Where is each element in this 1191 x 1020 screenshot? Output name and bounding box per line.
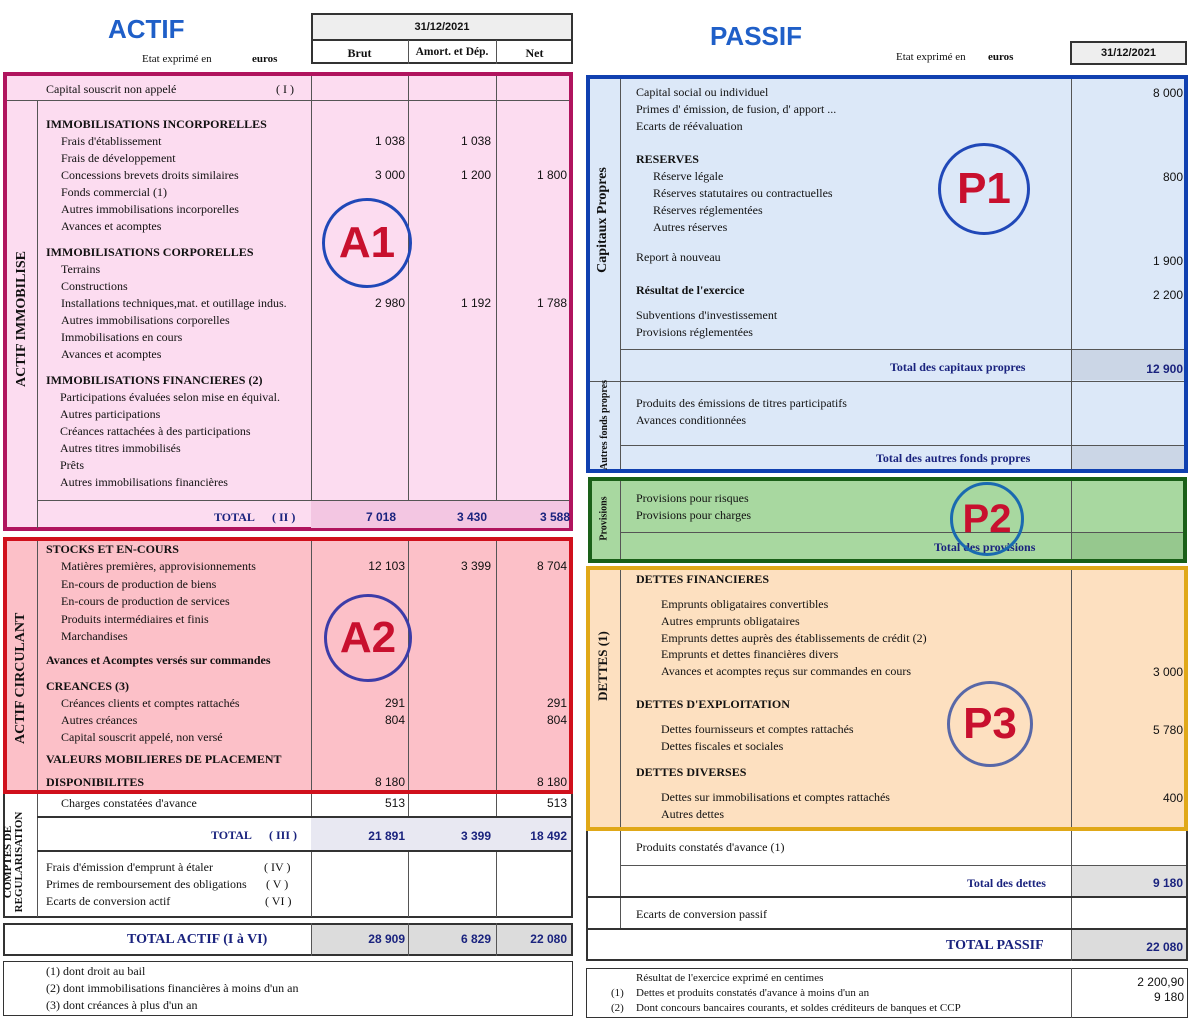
row-label: Fonds commercial (1): [61, 185, 167, 199]
section-actif-immobilise: ACTIF IMMOBILISE: [14, 250, 29, 387]
row-label: Capital social ou individuel: [636, 85, 769, 99]
total-actif-brut: 28 909: [368, 932, 405, 946]
row-amort: 1 200: [460, 168, 491, 182]
total-ii-amort: 3 430: [456, 510, 487, 524]
charges-avance-brut: 513: [384, 796, 405, 810]
row-net: 804: [546, 713, 567, 727]
total-passif-val: 22 080: [1146, 940, 1183, 954]
row-label: Capital souscrit appelé, non versé: [61, 730, 223, 744]
report-label: Report à nouveau: [636, 250, 721, 264]
capital-souscrit-label: Capital souscrit non appelé: [46, 82, 177, 96]
section-capitaux-propres: Capitaux Propres: [595, 167, 610, 273]
section-autres-fonds-propres: Autres fonds propres: [599, 379, 610, 470]
row-label: Constructions: [61, 279, 128, 293]
footnote-1: (1) dont droit au bail: [46, 964, 146, 978]
row-label: Avances et acomptes reçus sur commandes en cours: [661, 664, 912, 679]
annotation-p3: P3: [947, 681, 1033, 767]
section-actif-circulant: ACTIF CIRCULANT: [13, 612, 28, 744]
annotation-a1: A1: [322, 198, 412, 288]
total-dettes-label: Total des dettes: [967, 876, 1046, 890]
dettes-expl-title: DETTES D'EXPLOITATION: [636, 697, 790, 711]
row-label: Autres titres immobilisés: [60, 441, 181, 455]
total-iii-net: 18 492: [530, 829, 567, 843]
passif-unit: euros: [988, 51, 1014, 63]
col-net: Net: [525, 46, 544, 60]
prov-line-2: Provisions pour charges: [636, 508, 752, 522]
afp-line-1: Produits des émissions de titres participatifs: [636, 396, 847, 410]
annotation-p2: P2: [950, 482, 1024, 556]
row-label: Créances rattachées à des participations: [60, 424, 251, 438]
passif-date: 31/12/2021: [1070, 41, 1187, 65]
footer-ref: (2): [611, 1002, 624, 1014]
row-value: 8 000: [1152, 86, 1183, 100]
total-ii-brut: 7 018: [365, 510, 396, 524]
row-label: Autres emprunts obligataires: [661, 613, 800, 628]
annotation-p1: P1: [938, 143, 1030, 235]
report-val: 1 900: [1152, 254, 1183, 268]
afp-line-2: Avances conditionnées: [636, 413, 747, 427]
total-cp-label: Total des capitaux propres: [890, 360, 1026, 374]
row-label: Créances clients et comptes rattachés: [61, 696, 240, 710]
ecarts-passif-label: Ecarts de conversion passif: [636, 907, 767, 921]
dispo-label: DISPONIBILITES: [46, 775, 145, 789]
total-iii-amort: 3 399: [460, 829, 491, 843]
row-brut: 12 103: [368, 559, 405, 573]
row-label: Autres immobilisations financières: [60, 475, 228, 489]
row-label: En-cours de production de services: [61, 594, 230, 608]
footnote-3: (3) dont créances à plus d'un an: [46, 998, 198, 1012]
row-net: 1 800: [536, 168, 567, 182]
row-label: Dettes fiscales et sociales: [661, 739, 784, 753]
total-actif-net: 22 080: [530, 932, 567, 946]
total-afp-label: Total des autres fonds propres: [876, 451, 1031, 465]
dispo-net: 8 180: [536, 775, 567, 789]
row-label: Autres réserves: [653, 220, 728, 234]
total-ii-ref: ( II ): [272, 510, 296, 524]
row-label: Emprunts obligataires convertibles: [661, 597, 829, 611]
footnote-2: (2) dont immobilisations financières à moins d'un an: [46, 981, 299, 995]
total-iii-ref: ( III ): [269, 828, 298, 842]
creances-title: CREANCES (3): [46, 679, 130, 693]
row-label: Autres dettes: [661, 807, 724, 821]
immo-corp-title: IMMOBILISATIONS CORPORELLES: [46, 245, 254, 259]
frais-emprunt-label: Frais d'émission d'emprunt à étaler: [46, 860, 213, 874]
row-net: 291: [546, 696, 567, 710]
row-label: Frais de développement: [61, 151, 176, 165]
row-label: Dettes fournisseurs et comptes rattachés: [661, 722, 854, 736]
charges-avance-label: Charges constatées d'avance: [61, 796, 197, 810]
total-dettes-val: 9 180: [1152, 876, 1183, 890]
footer-value: 2 200,90: [1137, 975, 1184, 989]
dettes-fin-title: DETTES FINANCIERES: [636, 572, 770, 586]
row-label: Réserves réglementées: [653, 203, 763, 217]
row-label: Emprunts et dettes financières divers: [661, 647, 839, 662]
actif-unit-prefix: Etat exprimé en: [142, 53, 212, 65]
total-cp-val: 12 900: [1146, 362, 1183, 376]
row-brut: 1 038: [374, 134, 405, 148]
row-label: Dettes sur immobilisations et comptes rattachés: [661, 790, 890, 804]
primes-remb-label: Primes de remboursement des obligations: [46, 877, 247, 891]
passif-unit-prefix: Etat exprimé en: [896, 51, 966, 63]
ecarts-actif-label: Ecarts de conversion actif: [46, 894, 171, 908]
total-ii-net: 3 588: [539, 510, 570, 524]
primes-remb-ref: ( V ): [266, 877, 289, 891]
row-amort: 3 399: [460, 559, 491, 573]
row-value: 5 780: [1152, 723, 1183, 737]
section-regul: COMPTES DE REGULARISATION: [2, 811, 25, 913]
row-label: Produits intermédiaires et finis: [61, 611, 209, 626]
row-label: Autres immobilisations corporelles: [61, 313, 230, 327]
row-net: 8 704: [536, 559, 567, 573]
row-label: Autres participations: [60, 407, 161, 421]
row-label: Réserves statutaires ou contractuelles: [653, 186, 833, 200]
total-actif-label: TOTAL ACTIF (I à VI): [127, 932, 268, 947]
row-label: Réserve légale: [653, 169, 724, 183]
immo-incorp-title: IMMOBILISATIONS INCORPORELLES: [46, 117, 267, 131]
row-label: Ecarts de réévaluation: [636, 119, 743, 133]
row-label: Prêts: [60, 458, 84, 472]
row-label: En-cours de production de biens: [61, 576, 217, 591]
row-amort: 1 192: [460, 296, 491, 310]
col-amort: Amort. et Dép.: [415, 46, 489, 58]
col-brut: Brut: [347, 46, 372, 60]
reserves-title: RESERVES: [636, 152, 699, 166]
section-provisions: Provisions: [598, 496, 610, 541]
row-label: Autres créances: [61, 713, 138, 727]
subventions-label: Subventions d'investissement: [636, 308, 778, 322]
row-brut: 291: [384, 696, 405, 710]
dettes-div-title: DETTES DIVERSES: [636, 765, 747, 779]
row-label: Frais d'établissement: [61, 134, 162, 148]
immo-fin-title: IMMOBILISATIONS FINANCIERES (2): [46, 373, 263, 387]
total-iii-label: TOTAL: [211, 828, 252, 842]
vmp-label: VALEURS MOBILIERES DE PLACEMENT: [46, 752, 282, 766]
row-label: Autres immobilisations incorporelles: [61, 202, 239, 216]
row-label: Participations évaluées selon mise en équival.: [60, 390, 280, 404]
row-net: 1 788: [536, 296, 567, 310]
row-value: 800: [1162, 170, 1183, 184]
passif-title: PASSIF: [710, 21, 802, 51]
resultat-label: Résultat de l'exercice: [636, 283, 745, 297]
row-label: Primes d' émission, de fusion, d' apport ...: [636, 102, 837, 116]
prov-regl-label: Provisions réglementées: [636, 325, 753, 339]
row-label: Concessions brevets droits similaires: [61, 168, 239, 182]
annotation-a2: A2: [324, 594, 412, 682]
footer-ref: (1): [611, 987, 624, 999]
actif-title: ACTIF: [108, 14, 185, 44]
row-label: Terrains: [61, 262, 101, 276]
total-iii-brut: 21 891: [368, 829, 405, 843]
footer-label: Dettes et produits constatés d'avance à moins d'un an: [636, 987, 870, 999]
actif-unit: euros: [252, 53, 278, 65]
row-value: 400: [1162, 791, 1183, 805]
total-passif-label: TOTAL PASSIF: [946, 938, 1044, 953]
resultat-val: 2 200: [1152, 288, 1183, 302]
footer-label: Résultat de l'exercice exprimé en centimes: [636, 972, 824, 984]
ecarts-actif-ref: ( VI ): [265, 894, 292, 908]
row-label: Avances et acomptes: [61, 219, 162, 233]
row-amort: 1 038: [460, 134, 491, 148]
row-brut: 804: [384, 713, 405, 727]
footer-label: Dont concours bancaires courants, et soldes créditeurs de banques et CCP: [636, 1002, 961, 1014]
actif-date: 31/12/2021: [311, 13, 573, 41]
row-value: 3 000: [1152, 665, 1183, 680]
total-ii-label: TOTAL: [214, 510, 255, 524]
row-label: Matières premières, approvisionnements: [61, 559, 256, 573]
row-brut: 2 980: [374, 296, 405, 310]
row-brut: 3 000: [374, 168, 405, 182]
charges-avance-net: 513: [546, 796, 567, 810]
capital-souscrit-ref: ( I ): [276, 82, 294, 96]
footer-value: 9 180: [1153, 990, 1184, 1004]
total-actif-amort: 6 829: [460, 932, 491, 946]
stocks-title: STOCKS ET EN-COURS: [46, 542, 179, 556]
row-label: Marchandises: [61, 629, 128, 643]
row-label: Emprunts dettes auprès des établissements de crédit (2): [661, 630, 927, 645]
row-label: Installations techniques,mat. et outillage indus.: [61, 296, 287, 310]
avances-commandes: Avances et Acomptes versés sur commandes: [46, 653, 271, 667]
row-label: Immobilisations en cours: [61, 330, 183, 344]
section-dettes: DETTES (1): [595, 631, 610, 701]
prov-line-1: Provisions pour risques: [636, 491, 749, 505]
produits-avance-label: Produits constatés d'avance (1): [636, 840, 785, 854]
row-label: Avances et acomptes: [61, 347, 162, 361]
frais-emprunt-ref: ( IV ): [264, 860, 291, 874]
dispo-brut: 8 180: [374, 775, 405, 789]
total-prov-label: Total des provisions: [934, 540, 1036, 554]
